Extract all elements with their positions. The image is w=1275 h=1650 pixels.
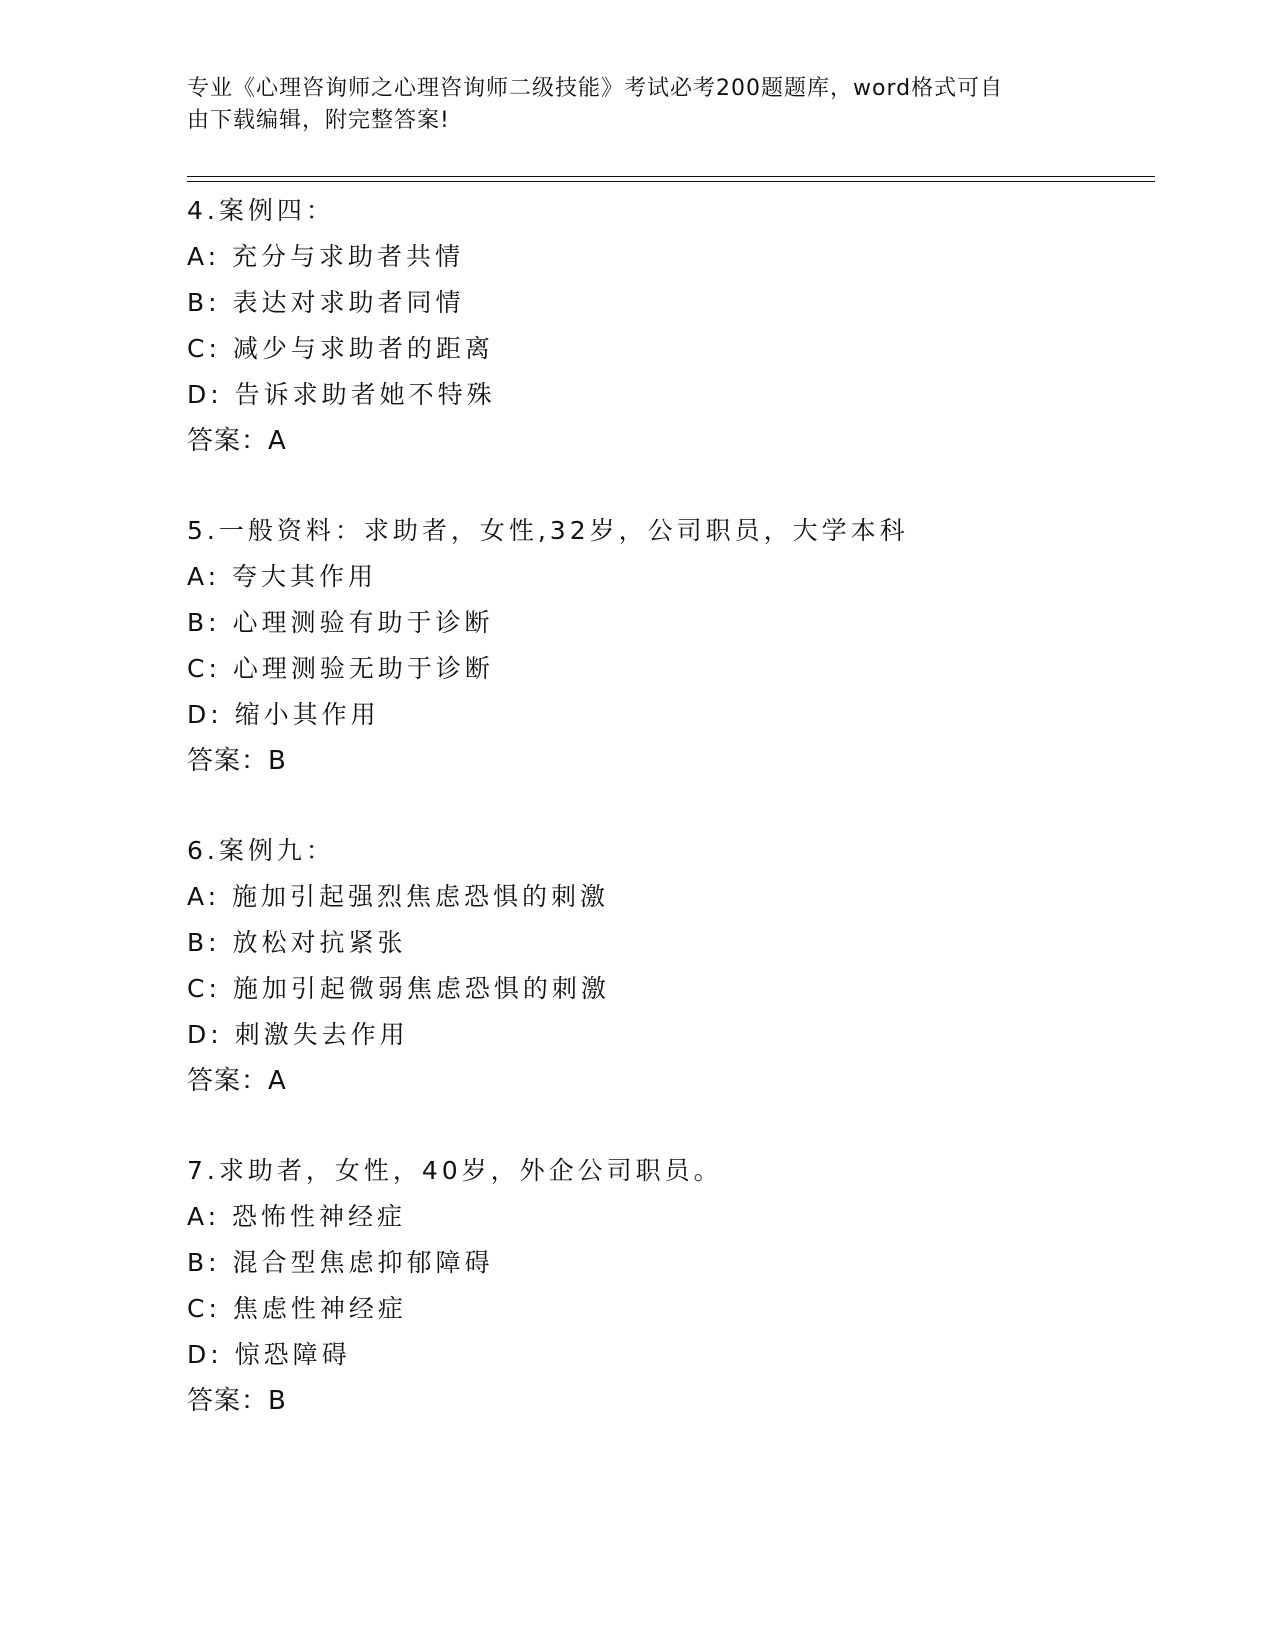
question-stem: 7.求助者，女性，40岁，外企公司职员。: [187, 1156, 723, 1185]
document-header: [187, 73, 1067, 137]
answer-line: 答案：A: [187, 1066, 287, 1096]
option-c: C: 施加引起微弱焦虑恐惧的刺激: [187, 974, 610, 1003]
question-block: [187, 508, 1155, 784]
option-c: C: 焦虑性神经症: [187, 1294, 407, 1323]
option-d: D: 惊恐障碍: [187, 1340, 351, 1369]
option-b: B: 混合型焦虑抑郁障碍: [187, 1248, 494, 1277]
option-b: B: 表达对求助者同情: [187, 288, 465, 317]
option-d: D: 刺激失去作用: [187, 1020, 409, 1049]
question-block: [187, 828, 1155, 1104]
question-stem: 4.案例四：: [187, 196, 335, 225]
answer-line: 答案：A: [187, 426, 287, 456]
header-line-1: 专业《心理咨询师之心理咨询师二级技能》考试必考200题题库，word格式可自: [187, 76, 1004, 101]
option-c: C: 减少与求助者的距离: [187, 334, 494, 363]
answer-line: 答案：B: [187, 1386, 287, 1416]
option-d: D: 告诉求助者她不特殊: [187, 380, 496, 409]
option-b: B: 放松对抗紧张: [187, 928, 407, 957]
option-a: A: 充分与求助者共情: [187, 242, 465, 271]
header-divider-bottom: [187, 181, 1155, 182]
option-a: A: 施加引起强烈焦虑恐惧的刺激: [187, 882, 610, 911]
question-stem: 5.一般资料：求助者，女性,32岁，公司职员，大学本科: [187, 516, 909, 545]
option-b: B: 心理测验有助于诊断: [187, 608, 494, 637]
option-d: D: 缩小其作用: [187, 700, 380, 729]
option-a: A: 夸大其作用: [187, 562, 378, 591]
option-c: C: 心理测验无助于诊断: [187, 654, 494, 683]
header-line-2: 由下载编辑，附完整答案!: [187, 108, 450, 133]
question-block: [187, 188, 1155, 464]
question-block: [187, 1148, 1155, 1424]
option-a: A: 恐怖性神经症: [187, 1202, 407, 1231]
answer-line: 答案：B: [187, 746, 287, 776]
question-stem: 6.案例九：: [187, 836, 335, 865]
header-divider-top: [187, 176, 1155, 177]
